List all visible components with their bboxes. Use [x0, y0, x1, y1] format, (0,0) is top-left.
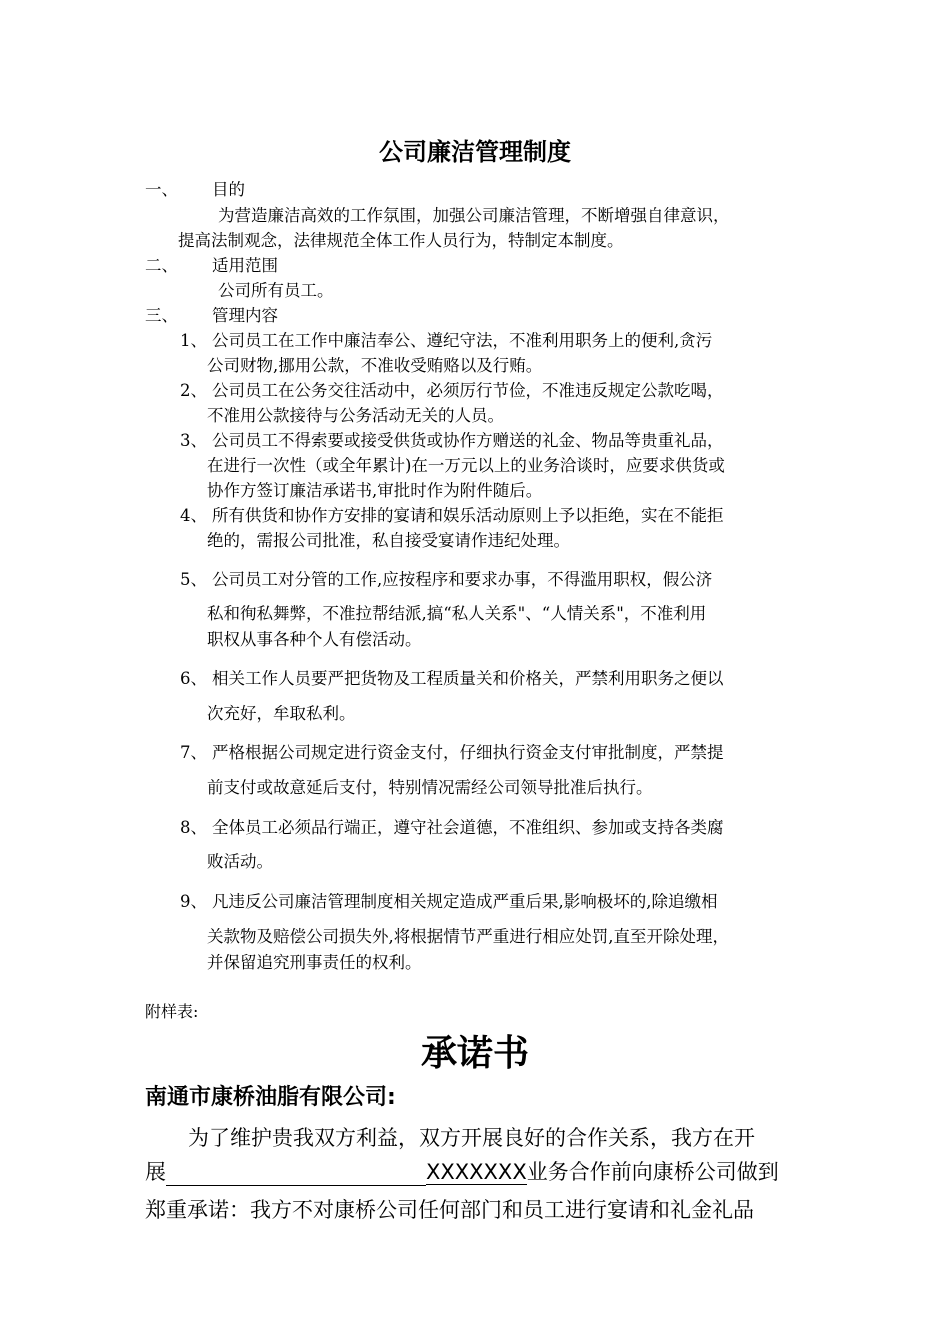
list-item-number: 9、	[180, 892, 207, 911]
business-placeholder: XXXXXXX	[426, 1160, 527, 1184]
commitment-line-fill	[145, 1156, 779, 1186]
list-item-line: 不准用公款接待与公务活动无关的人员。	[207, 406, 504, 425]
line-suffix: 业务合作前向康桥公司做到	[526, 1160, 779, 1184]
list-item-line: 协作方签订廉洁承诺书,审批时作为附件随后。	[207, 481, 543, 500]
list-item-number: 1、	[180, 331, 207, 350]
list-item-line: 并保留追究刑事责任的权利。	[207, 953, 422, 972]
list-item-number: 5、	[180, 570, 207, 589]
list-item-line: 凡违反公司廉洁管理制度相关规定造成严重后果,影响极坏的,除追缴相	[212, 892, 718, 911]
fill-in-blank[interactable]	[166, 1163, 426, 1186]
list-item-line: 前支付或故意延后支付，特别情况需经公司领导批准后执行。	[207, 778, 653, 797]
section-number: 二、	[145, 256, 178, 275]
line-prefix: 展	[145, 1160, 166, 1184]
section-title: 目的	[212, 180, 245, 199]
recipient-company: 南通市康桥油脂有限公司:	[145, 1085, 396, 1110]
paragraph-line: 公司所有员工。	[218, 281, 334, 300]
commitment-line: 郑重承诺：我方不对康桥公司任何部门和员工进行宴请和礼金礼品	[145, 1198, 754, 1222]
list-item-line: 公司员工不得索要或接受供货或协作方赠送的礼金、物品等贵重礼品，	[212, 431, 724, 450]
list-item-line: 所有供货和协作方安排的宴请和娱乐活动原则上予以拒绝，实在不能拒	[212, 506, 724, 525]
section-title: 适用范围	[212, 256, 278, 275]
commitment-title: 承诺书	[420, 1032, 529, 1074]
list-item-line: 公司财物,挪用公款，不准收受贿赂以及行贿。	[207, 356, 543, 375]
list-item-line: 绝的，需报公司批准，私自接受宴请作违纪处理。	[207, 531, 570, 550]
section-number: 一、	[145, 180, 178, 199]
commitment-line: 为了维护贵我双方利益，双方开展良好的合作关系，我方在开	[188, 1126, 755, 1150]
document-title: 公司廉洁管理制度	[379, 138, 571, 166]
list-item-line: 职权从事各种个人有偿活动。	[207, 630, 422, 649]
list-item-number: 3、	[180, 431, 207, 450]
list-item-line: 关款物及赔偿公司损失外,将根据情节严重进行相应处罚,直至开除处理，	[207, 927, 729, 946]
list-item-line: 公司员工在公务交往活动中，必须厉行节俭，不准违反规定公款吃喝，	[212, 381, 724, 400]
list-item-line: 次充好，牟取私利。	[207, 704, 356, 723]
list-item-line: 全体员工必须品行端正，遵守社会道德，不准组织、参加或支持各类腐	[212, 818, 724, 837]
list-item-line: 在进行一次性（或全年累计)在一万元以上的业务洽谈时，应要求供货或	[207, 456, 725, 475]
list-item-line: 私和徇私舞弊，不准拉帮结派,搞“私人关系"、“人情关系"，不准利用	[207, 604, 707, 623]
list-item-line: 相关工作人员要严把货物及工程质量关和价格关，严禁利用职务之便以	[212, 669, 724, 688]
list-item-number: 8、	[180, 818, 207, 837]
list-item-number: 2、	[180, 381, 207, 400]
list-item-number: 4、	[180, 506, 207, 525]
list-item-number: 7、	[180, 743, 207, 762]
section-title: 管理内容	[212, 306, 278, 325]
list-item-line: 公司员工在工作中廉洁奉公、遵纪守法，不准利用职务上的便利,贪污	[212, 331, 713, 350]
paragraph-line: 为营造廉洁高效的工作氛围，加强公司廉洁管理，不断增强自律意识，	[218, 206, 730, 225]
list-item-line: 严格根据公司规定进行资金支付，仔细执行资金支付审批制度，严禁提	[212, 743, 724, 762]
section-number: 三、	[145, 306, 178, 325]
list-item-line: 败活动。	[207, 852, 273, 871]
paragraph-line: 提高法制观念，法律规范全体工作人员行为，特制定本制度。	[178, 231, 624, 250]
list-item-number: 6、	[180, 669, 207, 688]
list-item-line: 公司员工对分管的工作,应按程序和要求办事，不得滥用职权，假公济	[212, 570, 713, 589]
appendix-label: 附样表:	[145, 1002, 199, 1021]
